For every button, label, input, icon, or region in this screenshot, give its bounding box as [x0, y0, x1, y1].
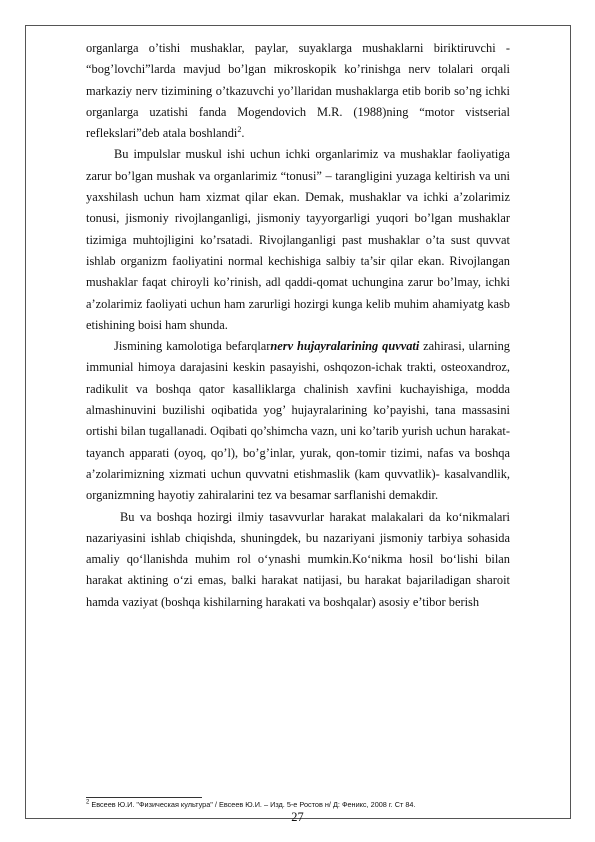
paragraph-3-rest: zahirasi, ularning immunial himoya darajasini keskin pasayishi, oshqozon-ichak trakti, osteoxandroz, radikulit va boshqa qator kasalliklarga chalinish xavfini kuchayishiga, modda almashinuvini buzilishi oqibatida yog’ hujayralarining ko’payishi, tana massasini ortishi bilan tugallanadi. Oqibati qo’shimcha vazn, uni ko’tarib yurish uchun harakat-tayanch apparati (oyoq, qo’l), bo’g’inlar, yurak, qon-tomir tizimi, nafas va boshqa a’zolarimizning xizmati uchun quvvatni etishmaslik (kam quvvatlik)- kasalvandlik, organizmning hayotiy zahiralarini tez va besamar sarflanishi demakdir. [86, 339, 510, 503]
paragraph-1-text: organlarga o’tishi mushaklar, paylar, suyaklarga mushaklarni biriktiruvchi - “bog’lovchi”larda mavjud bo’lgan mikroskopik ko’rinishga nerv tolalari orqali markaziy nerv tizimining o’tkazuvchi yo’llaridan mushaklarga etib borib so’ng ichki organlarga uzatishi fanda Mogendovich M.R. (1988)ning “motor vistserial reflekslari”deb atala boshlandi [86, 41, 510, 141]
page-body [86, 38, 510, 613]
paragraph-4: Bu va boshqa hozirgi ilmiy tasavvurlar harakat malakalari da ko‘nikmalari nazariyasini ishlab chiqishda, shuningdek, bu nazariyani jismoniy tarbiya sohasida amaliy qo‘llanishda muhim rol o‘ynashi mumkin.Ko‘nikma hosil bo‘lishi bilan harakat aktining o‘zi emas, balki harakat natijasi, bu harakat bajariladigan sharoit hamda vaziyat (boshqa kishilarning harakati va boshqalar) asosiy e’tibor berish [86, 509, 510, 609]
paragraph-3 [86, 336, 510, 506]
paragraph-2: Bu impulslar muskul ishi uchun ichki organlarimiz va mushaklar faoliyatiga zarur bo’lgan mushak va organlarimiz “tonusi” – tarangligini yuzaga keltirish va uni yaxshilash uchun ham xizmat qilar ekan. Demak, mushaklar va ichki a’zolarimiz tonusi, jismoniy rivojlanganligi, jismoniy tayyorgarligi yuqori bo’lgan mushaklar tizimiga muhtojligini ko’rsatadi. Rivojlanganligi past mushaklar o’ta sust quvvat ishlab organizm faoliyatini normal kechishiga salbiy ta’sir qilar ekan. Rivojlangan mushaklar faqat chiroyli ko’rinish, adl qaddi-qomat uchungina zarur bo’lmay, ichki a’zolarimiz faoliyati uchun ham zarurligi hozirgi kunga kelib muhim ahamiyatg kasb etishining boisi ham shunda. [86, 147, 510, 332]
footnote-separator [86, 797, 202, 798]
paragraph-1-end: . [241, 126, 245, 141]
page-number: 27 [291, 810, 304, 824]
footnote-text: Евсеев Ю.И. "Физическая культура" / Евсеев Ю.И. – Изд. 5-е Ростов н/ Д: Феникс, 2008 г. Ст 84. [89, 800, 416, 809]
footnote-number: 2 [86, 799, 90, 806]
footnote-reference[interactable]: 2 [237, 125, 242, 135]
footnote [86, 800, 516, 810]
paragraph-3-start: Jismining kamolotiga befarqlar [114, 339, 271, 354]
paragraph-1 [86, 38, 510, 144]
paragraph-3-emphasis: nerv hujayralarining quvvati [270, 339, 420, 354]
